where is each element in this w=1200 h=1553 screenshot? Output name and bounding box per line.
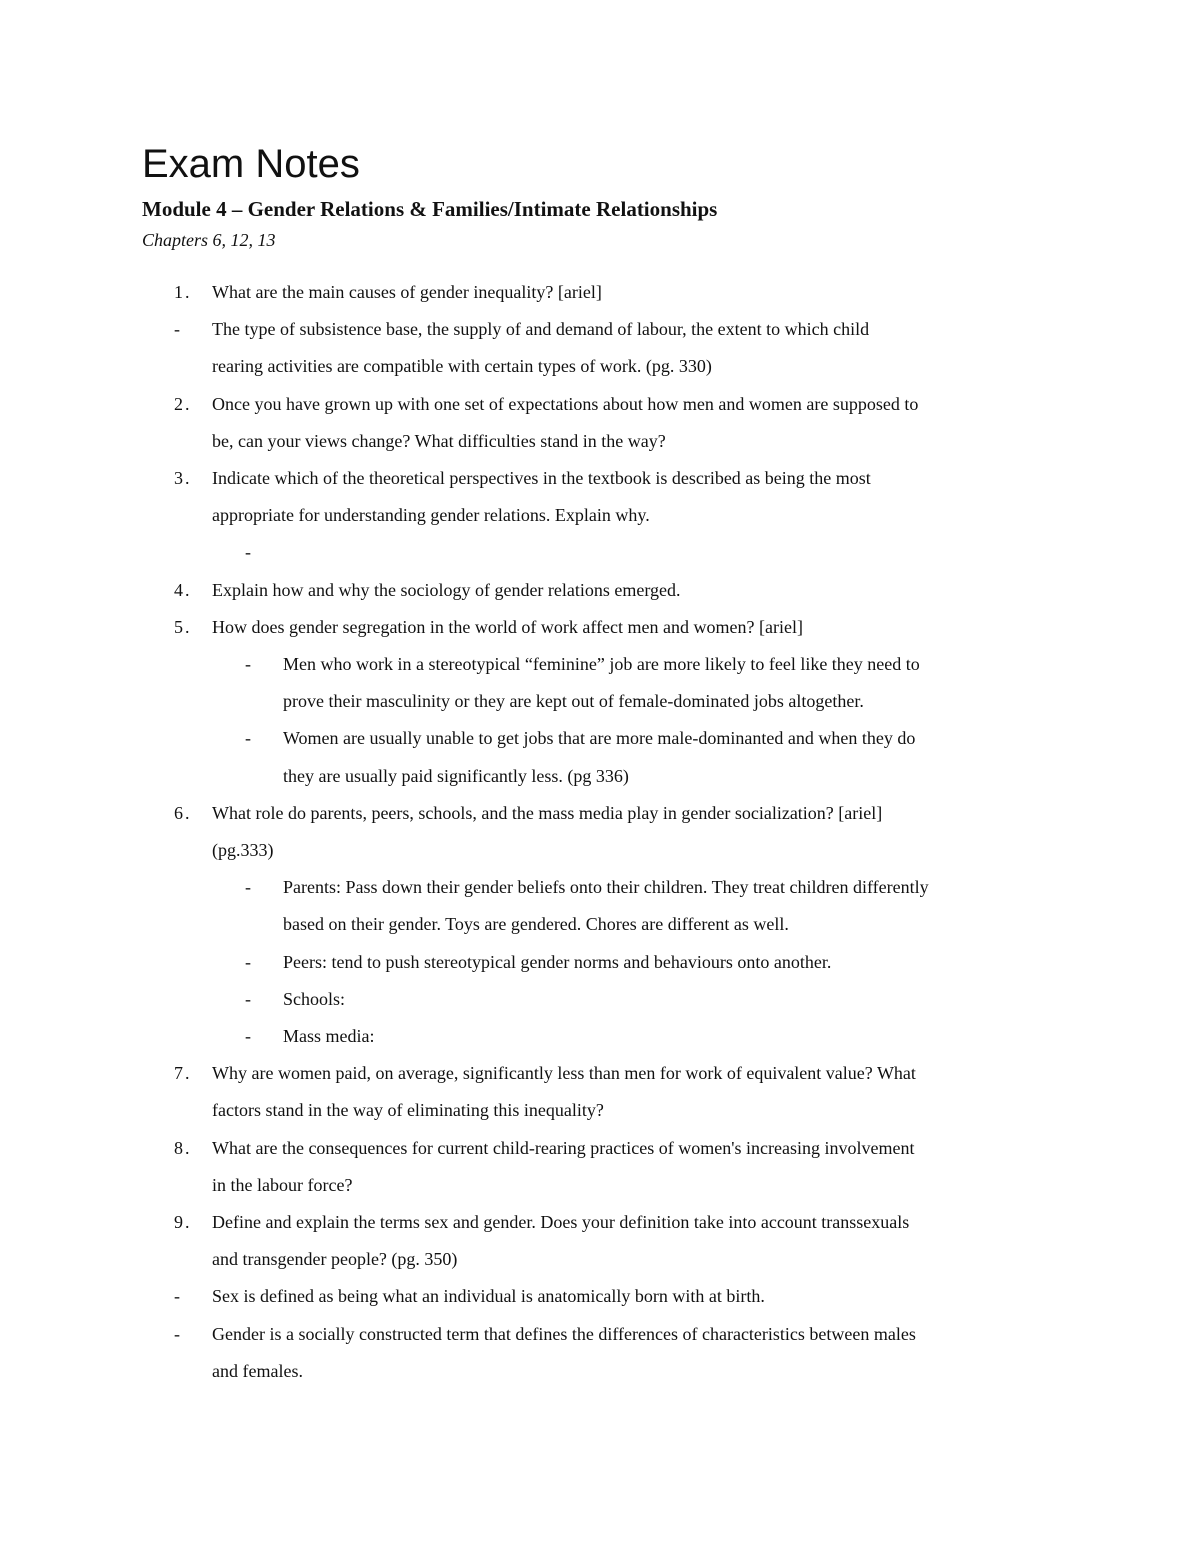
list-number: 7. [174,1063,192,1084]
list-bullet: - [245,877,251,898]
list-number: 6. [174,802,192,823]
answer-text: Women are usually unable to get jobs that are more male-dominanted and when they do [283,728,916,749]
document-title: Exam Notes [142,142,360,186]
answer-text: Schools: [283,988,346,1009]
question-text: factors stand in the way of eliminating this inequality? [212,1100,604,1121]
answer-text: and females. [212,1360,303,1381]
answer-text: Parents: Pass down their gender beliefs onto their children. They treat children differently [283,877,929,898]
list-number: 5. [174,616,192,637]
question-text: Why are women paid, on average, significantly less than men for work of equivalent value? What [212,1063,916,1084]
list-number: 4. [174,579,192,600]
list-number: 9. [174,1212,192,1232]
question-text: What are the consequences for current child-rearing practices of women's increasing involvement [212,1137,915,1158]
list-bullet: - [245,654,251,674]
list-number: 1. [174,282,192,302]
question-text: Define and explain the terms sex and gender. Does your definition take into account transsexuals [212,1212,910,1232]
list-number: 2. [174,393,192,414]
module-subtitle: Module 4 – Gender Relations & Families/Intimate Relationships [142,197,718,221]
list-bullet: - [174,1323,180,1344]
answer-text: rearing activities are compatible with certain types of work. (pg. 330) [212,356,712,377]
list-number: 8. [174,1137,192,1158]
answer-text: Peers: tend to push stereotypical gender norms and behaviours onto another. [283,951,832,972]
answer-text: prove their masculinity or they are kept out of female-dominated jobs altogether. [283,691,864,712]
question-text: appropriate for understanding gender relations. Explain why. [212,505,650,526]
question-text: be, can your views change? What difficulties stand in the way? [212,430,666,451]
list-bullet: - [245,728,251,749]
list-bullet: - [245,1026,251,1046]
question-text: Once you have grown up with one set of expectations about how men and women are supposed to [212,393,919,414]
answer-text: Men who work in a stereotypical “feminine” job are more likely to feel like they need to [283,654,920,674]
answer-text: based on their gender. Toys are gendered. Chores are different as well. [283,914,789,935]
question-text: and transgender people? (pg. 350) [212,1249,458,1270]
question-text: in the labour force? [212,1174,353,1195]
chapters-line: Chapters 6, 12, 13 [142,230,276,250]
list-bullet: - [174,319,180,340]
list-bullet: - [174,1286,180,1307]
answer-text: Mass media: [283,1026,375,1046]
list-bullet: - [245,951,251,972]
answer-text: Gender is a socially constructed term that defines the differences of characteristics between males [212,1323,916,1344]
answer-text: Sex is defined as being what an individual is anatomically born with at birth. [212,1286,765,1307]
question-text: Explain how and why the sociology of gender relations emerged. [212,579,681,600]
list-number: 3. [174,468,192,488]
question-text: What are the main causes of gender inequality? [ariel] [212,282,602,302]
question-text: (pg.333) [212,840,274,860]
list-bullet: - [245,542,251,563]
list-bullet: - [245,988,251,1009]
question-text: How does gender segregation in the world of work affect men and women? [ariel] [212,616,803,637]
answer-text: they are usually paid significantly less. (pg 336) [283,765,629,786]
answer-text: The type of subsistence base, the supply of and demand of labour, the extent to which child [212,319,870,340]
question-text: What role do parents, peers, schools, and the mass media play in gender socialization? [ariel] [212,802,883,823]
question-text: Indicate which of the theoretical perspectives in the textbook is described as being the most [212,468,871,488]
